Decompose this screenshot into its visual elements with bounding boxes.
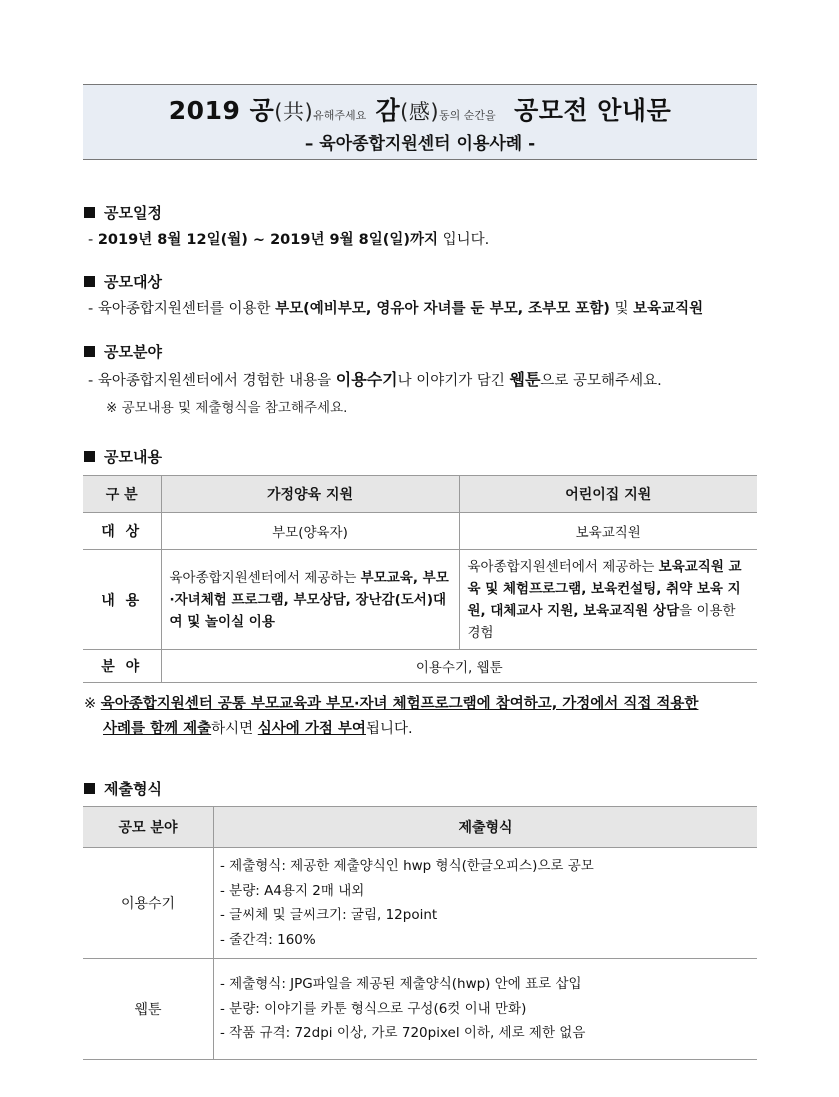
bonus-line1 (84, 692, 698, 717)
target-prefix: - 육아종합지원센터를 이용한 (88, 301, 276, 317)
target-daycare: 보육교직원 (459, 513, 757, 550)
field-line (88, 367, 662, 390)
title-gong: 공 (249, 96, 275, 125)
bonus-line2-u2: 심사에 가점 부여 (257, 721, 366, 737)
bonus-line1-text: 육아종합지원센터 공통 부모교육과 부모·자녀 체험프로그램에 참여하고, 가정에서 직접 적용한 (100, 696, 699, 712)
webtoon-items (214, 959, 758, 1060)
bonus-note (84, 692, 698, 742)
table-header-row (83, 476, 757, 513)
table-row (83, 513, 757, 550)
content-home-prefix: 육아종합지원센터에서 제공하는 (169, 569, 361, 586)
table-row (83, 550, 757, 650)
header-home: 가정양육 지원 (161, 476, 459, 513)
header-category: 구 분 (83, 476, 161, 513)
table-header-row (83, 807, 757, 848)
field-prefix: - 육아종합지원센터에서 경험한 내용을 (88, 373, 336, 389)
field-heading-text: 공모분야 (104, 343, 162, 361)
field-suffix: 으로 공모해주세요. (540, 373, 662, 389)
page-title (83, 91, 757, 127)
schedule-suffix: 입니다. (438, 232, 490, 248)
target-home: 부모(양육자) (161, 513, 459, 550)
target-heading-text: 공모대상 (104, 273, 162, 291)
square-bullet-icon (84, 276, 95, 287)
webtoon-label: 웹툰 (83, 959, 214, 1060)
content-daycare-bold: 보육교직원 교육 및 체험프로그램, 보육컨설팅, 취약 보육 지원, 대체교사 지원, 보육교직원 상담 (467, 558, 742, 619)
contents-heading-text: 공모내용 (104, 448, 162, 466)
list-item: - 분량: 이야기를 카툰 형식으로 구성(6컷 이내 만화) (220, 1000, 527, 1017)
format-table (83, 806, 757, 1060)
field-heading (84, 341, 162, 362)
target-line (88, 297, 703, 318)
schedule-prefix: - (88, 232, 98, 248)
review-label: 이용수기 (83, 848, 214, 959)
content-daycare-prefix: 육아종합지원센터에서 제공하는 (467, 558, 659, 575)
content-label: 내 용 (83, 550, 161, 650)
contents-heading (84, 446, 162, 467)
bonus-line2-end: 됩니다. (365, 721, 413, 737)
page-subtitle: – 육아종합지원센터 이용사례 - (304, 134, 536, 154)
square-bullet-icon (84, 346, 95, 357)
list-item: - 분량: A4용지 2매 내외 (220, 882, 365, 899)
list-item: - 글씨체 및 글씨크기: 굴림, 12point (220, 907, 438, 923)
review-items (214, 848, 758, 959)
schedule-period: 2019년 8월 12일(월) ~ 2019년 9월 8일(일)까지 (97, 232, 439, 248)
title-gam-hanja: (感) (400, 100, 440, 124)
title-year: 2019 (168, 96, 241, 125)
square-bullet-icon (84, 207, 95, 218)
field-note: ※ 공모내용 및 제출형식을 참고해주세요. (106, 400, 348, 416)
bonus-line2-u1: 사례를 함께 제출 (103, 721, 212, 737)
title-gong-hanja: (共) (274, 100, 314, 124)
target-and: 및 (609, 301, 634, 317)
target-parents: 부모(예비부모, 영유아 자녀를 둔 부모, 조부모 포함) (275, 301, 610, 317)
title-banner (83, 84, 757, 160)
title-gam: 감 (375, 96, 401, 125)
content-daycare-suffix: 을 이용한 경험 (467, 602, 736, 641)
header-format: 제출형식 (214, 807, 758, 848)
format-heading-text: 제출형식 (104, 780, 162, 798)
field-review: 이용수기 (335, 370, 398, 389)
title-tail: 공모전 안내문 (514, 96, 672, 125)
field-mid: 나 이야기가 담긴 (397, 373, 510, 389)
square-bullet-icon (84, 451, 95, 462)
title-gong-small: 유해주세요 (313, 109, 367, 122)
bonus-line2-mid: 하시면 (211, 721, 258, 737)
table-row (83, 650, 757, 683)
list-item: - 줄간격: 160% (220, 931, 316, 948)
list-item: - 제출형식: 제공한 제출양식인 hwp 형식(한글오피스)으로 공모 (220, 858, 594, 874)
header-field: 공모 분야 (83, 807, 214, 848)
table-row (83, 848, 757, 959)
schedule-heading (84, 202, 162, 223)
schedule-heading-text: 공모일정 (104, 204, 162, 222)
target-label: 대 상 (83, 513, 161, 550)
list-item: - 제출형식: JPG파일을 제공된 제출양식(hwp) 안에 표로 삽입 (220, 976, 582, 993)
list-item: - 작품 규격: 72dpi 이상, 가로 720pixel 이하, 세로 제한 없음 (220, 1025, 586, 1042)
table-row (83, 959, 757, 1060)
content-daycare (459, 550, 757, 650)
field-value: 이용수기, 웹툰 (161, 650, 757, 683)
target-staff: 보육교직원 (633, 301, 704, 317)
content-home-bold: 부모교육, 부모·자녀체험 프로그램, 부모상담, 장난감(도서)대여 및 놀이실 이용 (169, 569, 449, 630)
schedule-line (88, 228, 489, 249)
header-daycare: 어린이집 지원 (459, 476, 757, 513)
field-label: 분 야 (83, 650, 161, 683)
contents-table (83, 475, 757, 683)
bonus-line2 (84, 717, 698, 742)
field-webtoon: 웹툰 (509, 370, 541, 389)
target-heading (84, 271, 162, 292)
bonus-mark: ※ (84, 696, 101, 712)
content-home (161, 550, 459, 650)
format-heading (84, 778, 162, 799)
square-bullet-icon (84, 783, 95, 794)
title-gam-small: 동의 순간을 (439, 109, 496, 122)
